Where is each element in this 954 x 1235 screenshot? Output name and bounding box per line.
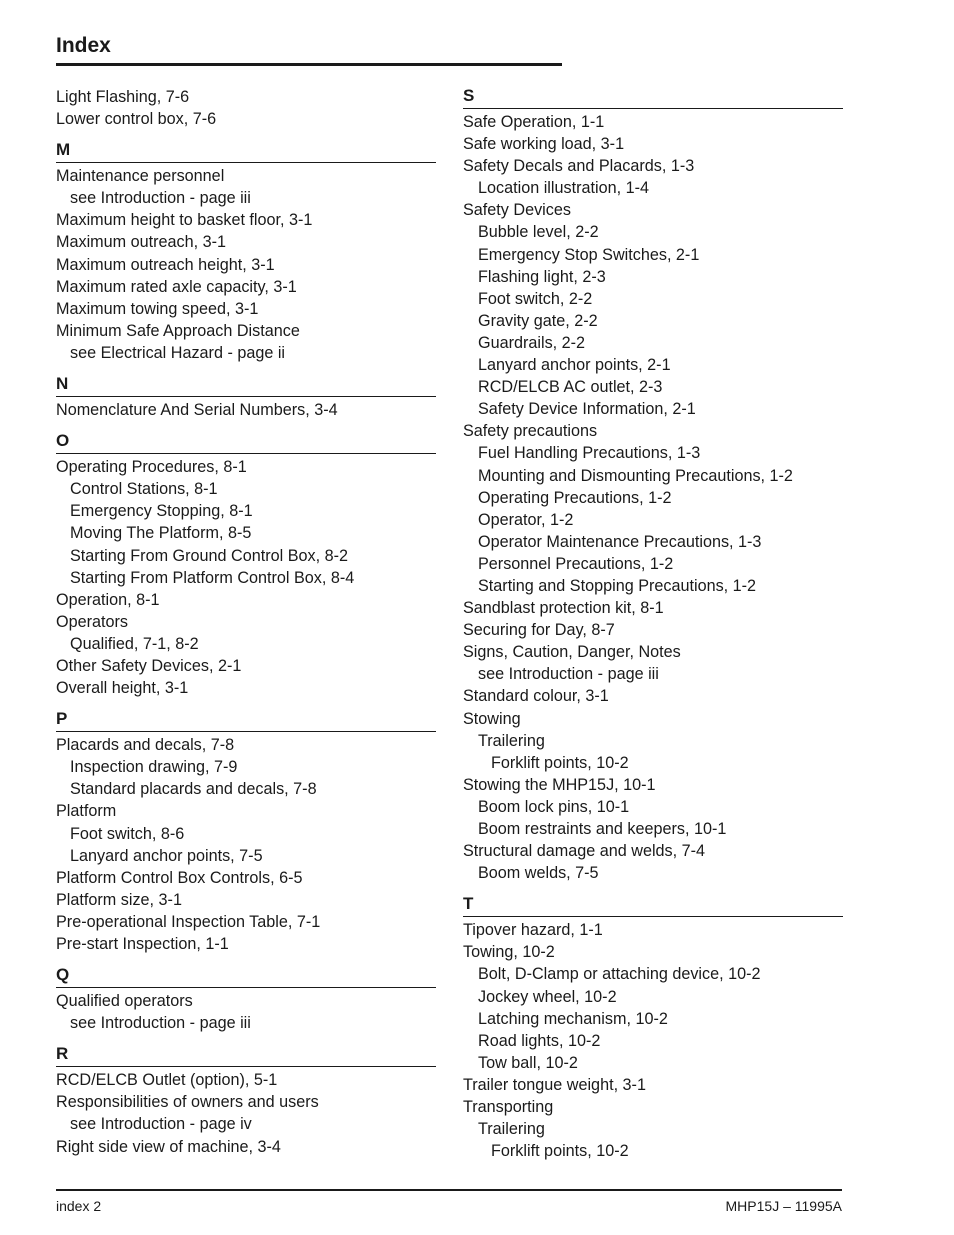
index-entry: RCD/ELCB Outlet (option), 5-1: [56, 1071, 278, 1090]
index-subentry: Flashing light, 2-3: [478, 267, 606, 286]
index-subentry: Foot switch, 8-6: [70, 824, 185, 843]
index-entry: Maximum outreach, 3-1: [56, 233, 227, 252]
index-entry: Maximum rated axle capacity, 3-1: [56, 277, 297, 296]
section-letter-o: O: [56, 431, 436, 454]
index-entry: Safe working load, 3-1: [463, 135, 625, 154]
title-rule: [56, 63, 562, 66]
index-subentry: Gravity gate, 2-2: [478, 311, 598, 330]
footer-rule: [56, 1189, 842, 1191]
index-entry: Trailer tongue weight, 3-1: [463, 1075, 646, 1094]
index-subentry: see Introduction - page iii: [70, 189, 251, 208]
index-entry: Stowing: [463, 709, 521, 728]
index-entry: Maximum height to basket floor, 3-1: [56, 211, 313, 230]
index-entry: Maximum towing speed, 3-1: [56, 299, 259, 318]
index-subentry: Starting From Ground Control Box, 8-2: [70, 546, 349, 565]
index-entry: Qualified operators: [56, 992, 193, 1011]
footer-page-number: index 2: [56, 1198, 102, 1214]
index-subentry: RCD/ELCB AC outlet, 2-3: [478, 378, 663, 397]
index-entry: Transporting: [463, 1098, 554, 1117]
index-subentry: Emergency Stop Switches, 2-1: [478, 245, 700, 264]
index-entry: Standard colour, 3-1: [463, 687, 609, 706]
index-subentry: Personnel Precautions, 1-2: [478, 554, 674, 573]
index-entry: Lower control box, 7-6: [56, 110, 217, 129]
index-subentry: Operator Maintenance Precautions, 1-3: [478, 532, 762, 551]
index-entry: Pre-start Inspection, 1-1: [56, 935, 229, 953]
index-entry: Placards and decals, 7-8: [56, 736, 235, 755]
index-subentry: Fuel Handling Precautions, 1-3: [478, 444, 701, 463]
index-subentry: Guardrails, 2-2: [478, 333, 586, 352]
index-subentry: Starting From Platform Control Box, 8-4: [70, 568, 355, 587]
index-entry: Platform size, 3-1: [56, 890, 182, 909]
index-subentry: Mounting and Dismounting Precautions, 1-2: [478, 466, 793, 485]
index-subentry: Control Stations, 8-1: [70, 480, 218, 499]
index-entry: Sandblast protection kit, 8-1: [463, 599, 664, 618]
index-subentry: Bolt, D-Clamp or attaching device, 10-2: [478, 965, 761, 984]
index-entry: Safety Devices: [463, 201, 571, 220]
index-subentry: Road lights, 10-2: [478, 1031, 601, 1050]
index-entry: Structural damage and welds, 7-4: [463, 842, 706, 861]
section-letter-s: S: [463, 86, 843, 109]
index-entry: Minimum Safe Approach Distance: [56, 321, 300, 340]
index-subentry: Safety Device Information, 2-1: [478, 400, 696, 419]
index-subentry: Trailering: [478, 1120, 545, 1139]
index-entry: Stowing the MHP15J, 10-1: [463, 775, 656, 794]
index-entry: Platform Control Box Controls, 6-5: [56, 868, 303, 887]
section-letter-n: N: [56, 374, 436, 397]
index-subentry: Starting and Stopping Precautions, 1-2: [478, 576, 757, 595]
index-entry: Maintenance personnel: [56, 167, 225, 186]
index-entry: Safety precautions: [463, 422, 598, 441]
index-entry: Platform: [56, 802, 117, 821]
index-subentry: Standard placards and decals, 7-8: [70, 780, 317, 799]
index-subentry: Operator, 1-2: [478, 510, 574, 529]
index-subentry: Trailering: [478, 731, 545, 750]
index-entry: Right side view of machine, 3-4: [56, 1137, 281, 1156]
index-column-left: [56, 86, 436, 1158]
index-subentry: see Introduction - page iii: [70, 1014, 251, 1033]
index-entry: Securing for Day, 8-7: [463, 621, 615, 640]
index-entry: Towing, 10-2: [463, 943, 555, 962]
page-title: Index: [56, 34, 111, 57]
section-letter-t: T: [463, 894, 843, 917]
index-subentry: Boom restraints and keepers, 10-1: [478, 820, 727, 838]
index-entry: Pre-operational Inspection Table, 7-1: [56, 912, 321, 931]
index-subentry: Forklift points, 10-2: [491, 1142, 629, 1161]
index-subentry: see Introduction - page iv: [70, 1115, 252, 1134]
index-entry: Signs, Caution, Danger, Notes: [463, 643, 681, 662]
index-entry: Operation, 8-1: [56, 590, 160, 609]
index-entry: Responsibilities of owners and users: [56, 1093, 319, 1112]
section-letter-m: M: [56, 140, 436, 163]
index-column-right: [463, 86, 843, 1162]
index-subentry: Lanyard anchor points, 2-1: [478, 356, 671, 375]
index-subentry: Operating Precautions, 1-2: [478, 488, 672, 507]
index-subentry: Qualified, 7-1, 8-2: [70, 634, 199, 653]
index-entry: Maximum outreach height, 3-1: [56, 255, 275, 274]
index-subentry: Inspection drawing, 7-9: [70, 758, 238, 777]
index-subentry: Boom lock pins, 10-1: [478, 797, 630, 816]
index-entry: Operating Procedures, 8-1: [56, 458, 247, 477]
section-letter-r: R: [56, 1044, 436, 1067]
index-subentry: Location illustration, 1-4: [478, 179, 649, 198]
section-letter-q: Q: [56, 965, 436, 988]
index-subentry: see Introduction - page iii: [478, 665, 659, 684]
footer-document-id: MHP15J – 11995A: [725, 1198, 842, 1214]
section-letter-p: P: [56, 709, 436, 732]
index-subentry: Latching mechanism, 10-2: [478, 1009, 668, 1028]
index-subentry: Boom welds, 7-5: [478, 864, 599, 883]
index-subentry: Tow ball, 10-2: [478, 1053, 578, 1072]
index-entry: Tipover hazard, 1-1: [463, 921, 603, 940]
index-entry: Safe Operation, 1-1: [463, 113, 605, 131]
index-entry: Overall height, 3-1: [56, 679, 189, 698]
index-entry: Other Safety Devices, 2-1: [56, 656, 242, 675]
index-subentry: Jockey wheel, 10-2: [478, 987, 617, 1006]
index-subentry: Lanyard anchor points, 7-5: [70, 846, 263, 865]
index-subentry: Bubble level, 2-2: [478, 223, 599, 242]
index-entry: Light Flashing, 7-6: [56, 88, 190, 106]
index-subentry: Foot switch, 2-2: [478, 289, 593, 308]
index-subentry: Moving The Platform, 8-5: [70, 524, 252, 543]
index-entry: Safety Decals and Placards, 1-3: [463, 157, 695, 176]
index-entry: Nomenclature And Serial Numbers, 3-4: [56, 401, 338, 420]
index-subentry: see Electrical Hazard - page ii: [70, 343, 286, 362]
index-subentry: Emergency Stopping, 8-1: [70, 502, 253, 521]
index-entry: Operators: [56, 612, 128, 631]
index-subentry: Forklift points, 10-2: [491, 753, 629, 772]
